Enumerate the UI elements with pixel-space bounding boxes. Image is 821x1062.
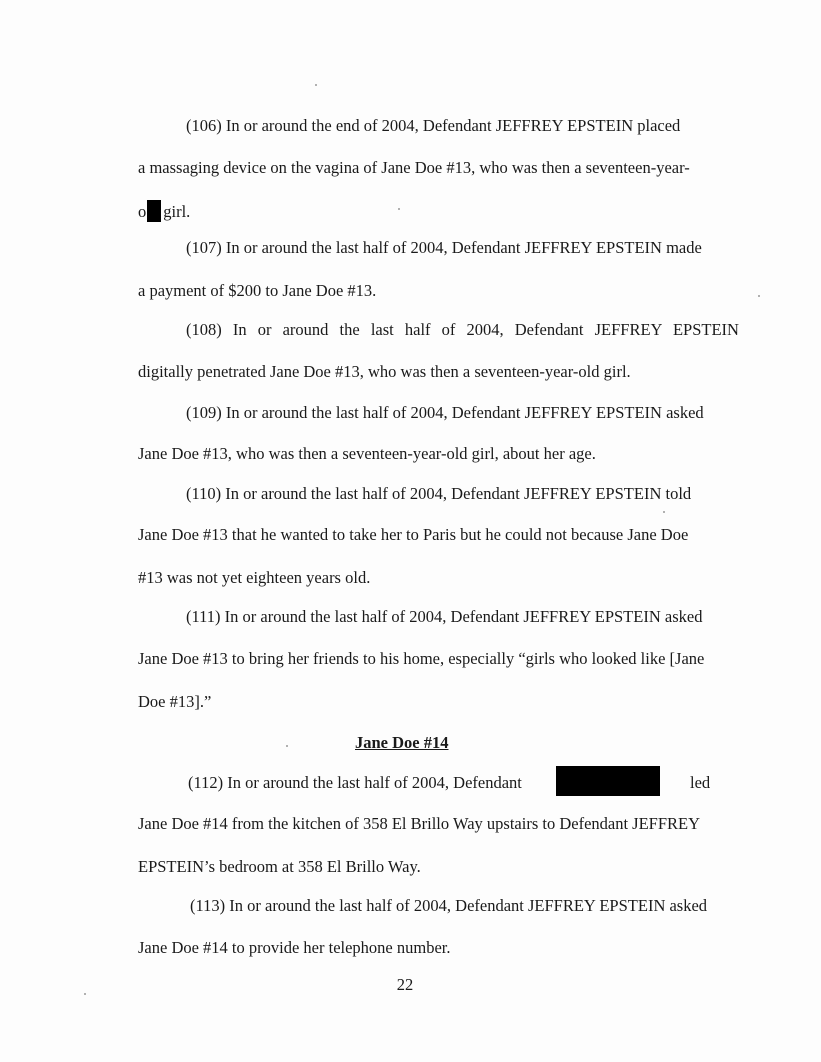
paragraph-113-line-2: Jane Doe #14 to provide her telephone number.	[138, 938, 451, 957]
paragraph-112-line-1: (112) In or around the last half of 2004, Defendant	[188, 773, 522, 792]
paragraph-108-line-2: digitally penetrated Jane Doe #13, who was then a seventeen-year-old girl.	[138, 362, 631, 381]
paragraph-108-line-1-text: (108) In or around the last half of 2004, Defendant JEFFREY EPSTEIN	[186, 320, 739, 339]
paragraph-106-line-1: (106) In or around the end of 2004, Defendant JEFFREY EPSTEIN placed	[186, 116, 681, 135]
redaction-block	[147, 200, 161, 222]
scan-speck	[663, 511, 665, 513]
paragraph-112-line-1-end: led	[690, 773, 711, 792]
paragraph-109-line-2: Jane Doe #13, who was then a seventeen-year-old girl, about her age.	[138, 444, 596, 463]
paragraph-107-line-1: (107) In or around the last half of 2004, Defendant JEFFREY EPSTEIN made	[186, 238, 702, 257]
scan-speck	[398, 208, 400, 210]
paragraph-110-line-2: Jane Doe #13 that he wanted to take her to Paris but he could not because Jane Doe	[138, 525, 689, 544]
paragraph-111-line-2: Jane Doe #13 to bring her friends to his home, especially “girls who looked like [Jane	[138, 649, 705, 668]
paragraph-106-line-3-end: girl.	[163, 202, 191, 221]
paragraph-111-line-3: Doe #13].”	[138, 692, 212, 711]
paragraph-110-line-3: #13 was not yet eighteen years old.	[138, 568, 371, 587]
paragraph-106-line-2: a massaging device on the vagina of Jane Doe #13, who was then a seventeen-year-	[138, 158, 690, 177]
paragraph-106-line-3-start: o	[138, 202, 147, 221]
scan-speck	[315, 84, 317, 86]
scan-speck	[84, 993, 86, 995]
paragraph-108-line-1	[186, 320, 739, 340]
section-heading: Jane Doe #14	[355, 733, 449, 752]
paragraph-111-line-1: (111) In or around the last half of 2004, Defendant JEFFREY EPSTEIN asked	[186, 607, 703, 626]
scan-speck	[286, 745, 288, 747]
paragraph-109-line-1: (109) In or around the last half of 2004, Defendant JEFFREY EPSTEIN asked	[186, 403, 704, 422]
paragraph-112-line-2: Jane Doe #14 from the kitchen of 358 El Brillo Way upstairs to Defendant JEFFREY	[138, 814, 701, 833]
scan-speck	[758, 295, 760, 297]
page-number: 22	[396, 975, 414, 994]
paragraph-113-line-1: (113) In or around the last half of 2004, Defendant JEFFREY EPSTEIN asked	[190, 896, 708, 915]
paragraph-110-line-1: (110) In or around the last half of 2004, Defendant JEFFREY EPSTEIN told	[186, 484, 692, 503]
paragraph-112-line-3: EPSTEIN’s bedroom at 358 El Brillo Way.	[138, 857, 421, 876]
redaction-block	[556, 766, 660, 796]
paragraph-107-line-2: a payment of $200 to Jane Doe #13.	[138, 281, 377, 300]
paragraph-106-line-3	[138, 200, 190, 222]
